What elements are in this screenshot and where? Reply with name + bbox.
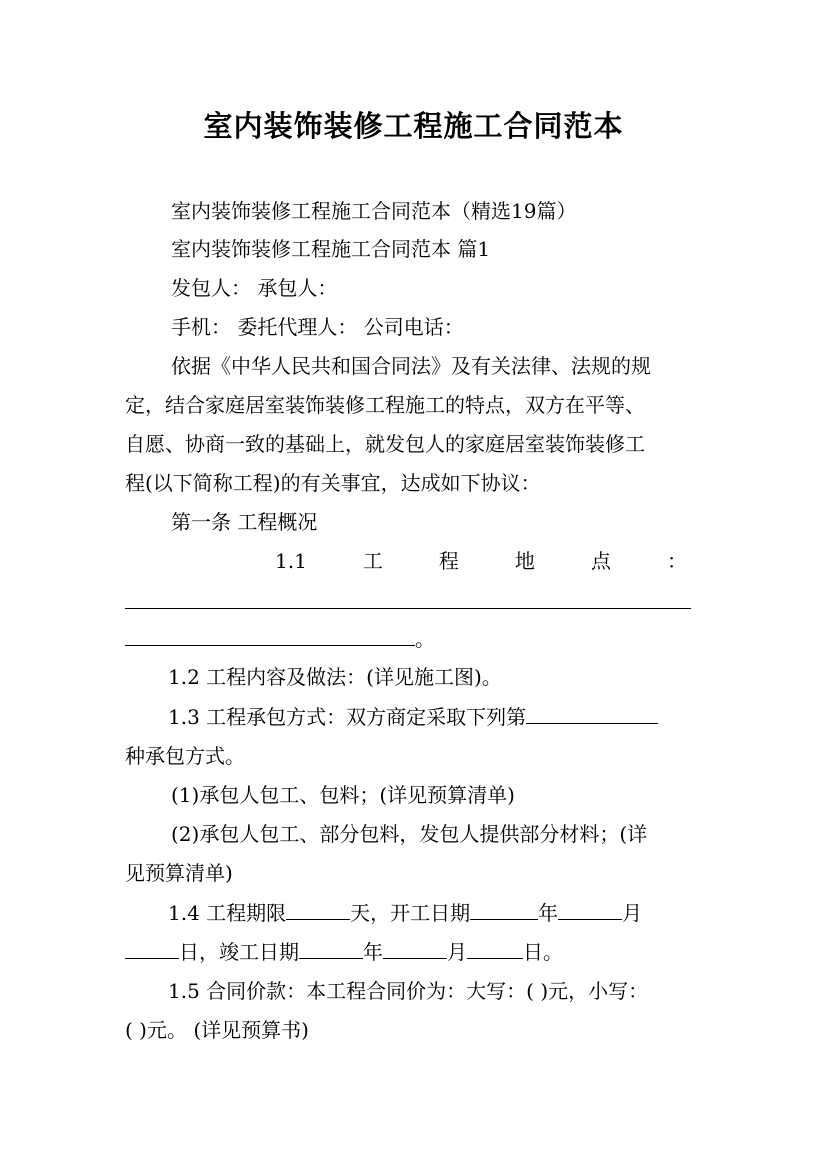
site-char: ： — [666, 549, 687, 573]
clause-1-2: 1.2 工程内容及做法：(详见施工图)。 — [168, 665, 502, 689]
term-text: 日。 — [523, 940, 563, 964]
option-2-cont: 见预算清单) — [125, 861, 233, 885]
term-text: 月 — [447, 940, 467, 964]
site-char: 工 — [362, 549, 383, 573]
blank-rule — [299, 940, 363, 959]
preamble-line-3: 自愿、协商一致的基础上，就发包人的家庭居室装饰装修工 — [125, 432, 645, 456]
term-label: 1.4 工程期限 — [168, 901, 287, 925]
blank-rule — [526, 705, 658, 724]
preamble-line-1: 依据《中华人民共和国合同法》及有关法律、法规的规 — [171, 354, 651, 378]
term-text: 月 — [622, 901, 643, 925]
contact-line: 手机： 委托代理人： 公司电话： — [171, 315, 464, 339]
preamble-line-2: 定，结合家庭居室装饰装修工程施工的特点，双方在平等、 — [125, 393, 645, 417]
article-1-heading: 第一条 工程概况 — [171, 510, 318, 534]
clause-1-4 — [168, 901, 758, 925]
term-text: 年 — [363, 940, 383, 964]
blank-rule — [125, 627, 415, 646]
preamble-line-4: 程(以下简称工程)的有关事宜，达成如下协议： — [125, 471, 541, 495]
site-char: 地 — [514, 549, 535, 573]
document-title: 室内装饰装修工程施工合同范本 — [203, 109, 624, 143]
blank-rule — [383, 940, 447, 959]
term-text: 天，开工日期 — [350, 901, 471, 925]
option-2: (2)承包人包工、部分包料，发包人提供部分材料；(详 — [171, 822, 648, 846]
section-heading: 室内装饰装修工程施工合同范本 篇1 — [171, 237, 491, 261]
clause-1-5-cont: ( )元。 (详见预算书) — [125, 1018, 309, 1042]
clause-1-3-cont: 种承包方式。 — [125, 744, 245, 768]
parties-line: 发包人： 承包人： — [171, 276, 338, 300]
clause-1-4-cont — [125, 940, 715, 964]
clause-1-3 — [168, 705, 758, 729]
blank-rule — [125, 940, 179, 959]
blank-rule — [286, 901, 350, 920]
option-1: (1)承包人包工、包料；(详见预算清单) — [171, 783, 515, 807]
site-num: 1.1 — [275, 549, 307, 573]
blank-rule — [470, 901, 538, 920]
term-text: 日，竣工日期 — [179, 940, 299, 964]
term-text: 年 — [538, 901, 559, 925]
blank-rule — [467, 940, 523, 959]
clause-1-3-text: 1.3 工程承包方式：双方商定采取下列第 — [168, 705, 527, 729]
blank-rule — [125, 590, 691, 609]
subtitle-line: 室内装饰装修工程施工合同范本（精选19篇） — [171, 199, 577, 223]
site-blank-line-1 — [125, 590, 715, 614]
site-location-line — [275, 549, 687, 573]
site-blank-line-2 — [125, 627, 715, 651]
blank-rule — [558, 901, 622, 920]
site-char: 点 — [590, 549, 611, 573]
period: 。 — [415, 627, 435, 651]
site-char: 程 — [438, 549, 459, 573]
clause-1-5: 1.5 合同价款：本工程合同价为：大写：( )元，小写： — [168, 979, 649, 1003]
